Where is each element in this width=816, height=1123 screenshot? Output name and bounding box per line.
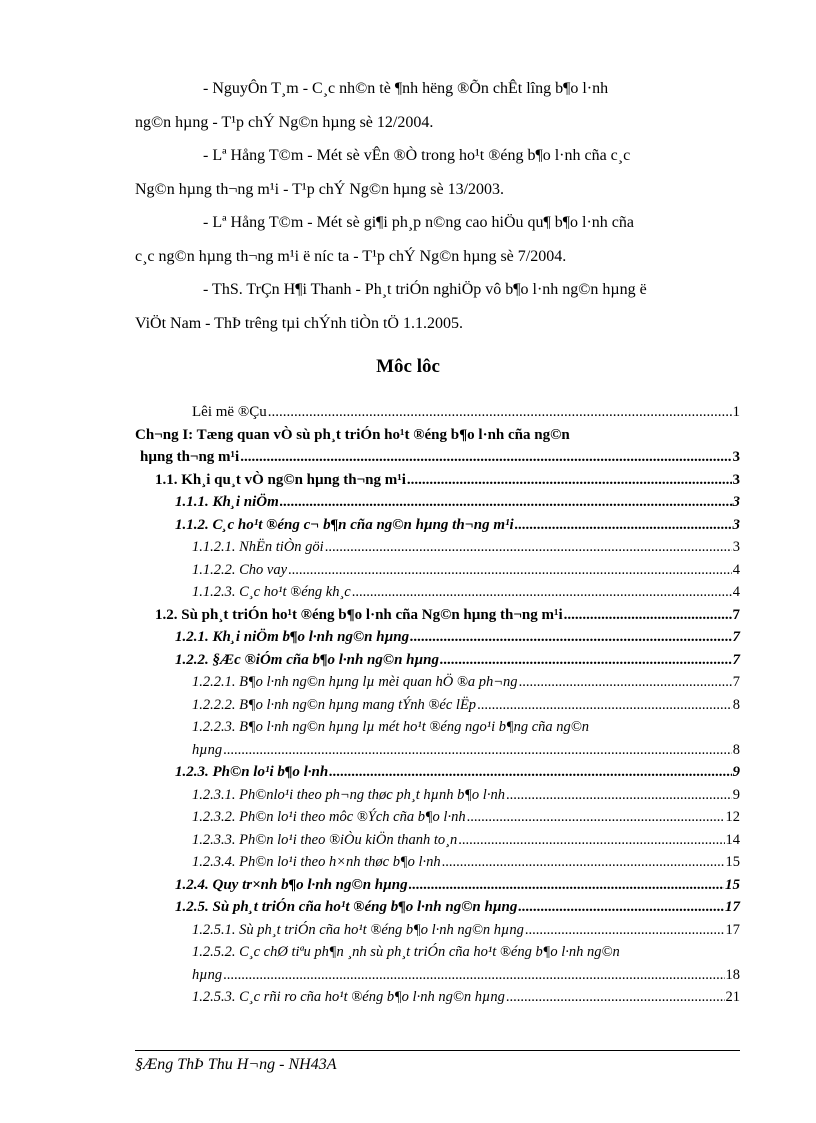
toc-entry-1-2-3[interactable]: 1.2.3. Ph©n lo¹i b¶o l·nh ..... 9 [135,764,740,787]
toc-entry-1-2-4[interactable]: 1.2.4. Quy tr×nh b¶o l·nh ng©n hµng ..... 15 [135,877,740,900]
toc-entry-1-1[interactable]: 1.1. Kh¸i qu¸t vÒ ng©n hµng th¬ng m¹i ..... 3 [135,472,740,495]
toc-entry-intro[interactable]: Lêi më ®Çu ..... 1 [135,404,740,427]
toc-chapter-title-cont[interactable]: hµng th¬ng m¹i ..... 3 [135,449,740,472]
toc-entry-1-2-5[interactable]: 1.2.5. Sù ph¸t triÓn cña ho¹t ®éng b¶o l·nh ng©n hµng ..... 17 [135,899,740,922]
toc-entry-1-1-2-1[interactable]: 1.1.2.1. NhËn tiÒn göi ..... 3 [135,539,740,562]
toc-entry-1-2-3-4[interactable]: 1.2.3.4. Ph©n lo¹i theo h×nh thøc b¶o l·nh ..... 15 [135,854,740,877]
toc-entry-1-2-5-3[interactable]: 1.2.5.3. C¸c rñi ro cña ho¹t ®éng b¶o l·nh ng©n hµng ..... 21 [135,989,740,1012]
table-of-contents [135,404,740,1012]
reference-item: - Lª Hång T©m - Mét sè gi¶i ph¸p n©ng cao hiÖu qu¶ b¶o l·nh cña c¸c ng©n hµng th¬ng m¹i ë níc ta - T¹p chÝ Ng©n hµng sè 7/2004. [135,214,634,265]
reference-item: - ThS. TrÇn H¶i Thanh - Ph¸t triÓn nghiÖp vô b¶o l·nh ng©n hµng ë ViÖt Nam - ThÞ trêng tµi chÝnh tiÒn tÖ 1.1.2005. [135,281,647,332]
toc-entry-1-2-3-1[interactable]: 1.2.3.1. Ph©nlo¹i theo ph¬ng thøc ph¸t hµnh b¶o l·nh ..... 9 [135,787,740,810]
toc-entry-1-1-2[interactable]: 1.1.2. C¸c ho¹t ®éng c¬ b¶n cña ng©n hµng th¬ng m¹i ..... 3 [135,517,740,540]
toc-entry-1-2-3-3[interactable]: 1.2.3.3. Ph©n lo¹i theo ®iÒu kiÖn thanh to¸n ..... 14 [135,832,740,855]
toc-entry-1-2-5-2[interactable]: 1.2.5.2. C¸c chØ tiªu ph¶n ¸nh sù ph¸t triÓn cña ho¹t ®éng b¶o l·nh ng©n [192,944,620,960]
toc-entry-1-2-2-1[interactable]: 1.2.2.1. B¶o l·nh ng©n hµng lµ mèi quan hÖ ®a ph¬ng ..... 7 [135,674,740,697]
toc-entry-1-2-2[interactable]: 1.2.2. §Æc ®iÓm cña b¶o l·nh ng©n hµng ..... 7 [135,652,740,675]
reference-item: - NguyÔn T¸m - C¸c nh©n tè ¶nh hëng ®Õn chÊt lîng b¶o l·nh ng©n hµng - T¹p chÝ Ng©n hµng sè 12/2004. [135,80,609,131]
toc-entry-1-1-2-3[interactable]: 1.1.2.3. C¸c ho¹t ®éng kh¸c ..... 4 [135,584,740,607]
toc-chapter-title[interactable]: Ch¬ng I: Tæng quan vÒ sù ph¸t triÓn ho¹t ®éng b¶o l·nh cña ng©n [135,426,570,443]
toc-entry-1-2-3-2[interactable]: 1.2.3.2. Ph©n lo¹i theo môc ®Ých cña b¶o l·nh ..... 12 [135,809,740,832]
page-footer: §Æng ThÞ Thu H¬ng - NH43A [135,1056,337,1073]
toc-title: Môc lôc [376,356,440,377]
references-section [135,72,740,340]
toc-entry-1-1-2-2[interactable]: 1.1.2.2. Cho vay ..... 4 [135,562,740,585]
toc-entry-1-2[interactable]: 1.2. Sù ph¸t triÓn ho¹t ®éng b¶o l·nh cña Ng©n hµng th¬ng m¹i ..... 7 [135,607,740,630]
toc-entry-1-2-5-2-cont[interactable]: hµng ..... 18 [135,967,740,990]
toc-entry-1-2-2-3[interactable]: 1.2.2.3. B¶o l·nh ng©n hµng lµ mét ho¹t ®éng ngo¹i b¶ng cña ng©n [192,719,590,735]
footer-divider [135,1050,740,1051]
toc-entry-1-2-1[interactable]: 1.2.1. Kh¸i niÖm b¶o l·nh ng©n hµng ..... 7 [135,629,740,652]
toc-entry-1-1-1[interactable]: 1.1.1. Kh¸i niÖm ..... 3 [135,494,740,517]
toc-entry-1-2-5-1[interactable]: 1.2.5.1. Sù ph¸t triÓn cña ho¹t ®éng b¶o l·nh ng©n hµng ..... 17 [135,922,740,945]
toc-entry-1-2-2-2[interactable]: 1.2.2.2. B¶o l·nh ng©n hµng mang tÝnh ®éc lËp ..... 8 [135,697,740,720]
reference-item: - Lª Hång T©m - Mét sè vÊn ®Ò trong ho¹t ®éng b¶o l·nh cña c¸c Ng©n hµng th¬ng m¹i - T¹p chÝ Ng©n hµng sè 13/2003. [135,147,631,198]
toc-entry-1-2-2-3-cont[interactable]: hµng ..... 8 [135,742,740,765]
